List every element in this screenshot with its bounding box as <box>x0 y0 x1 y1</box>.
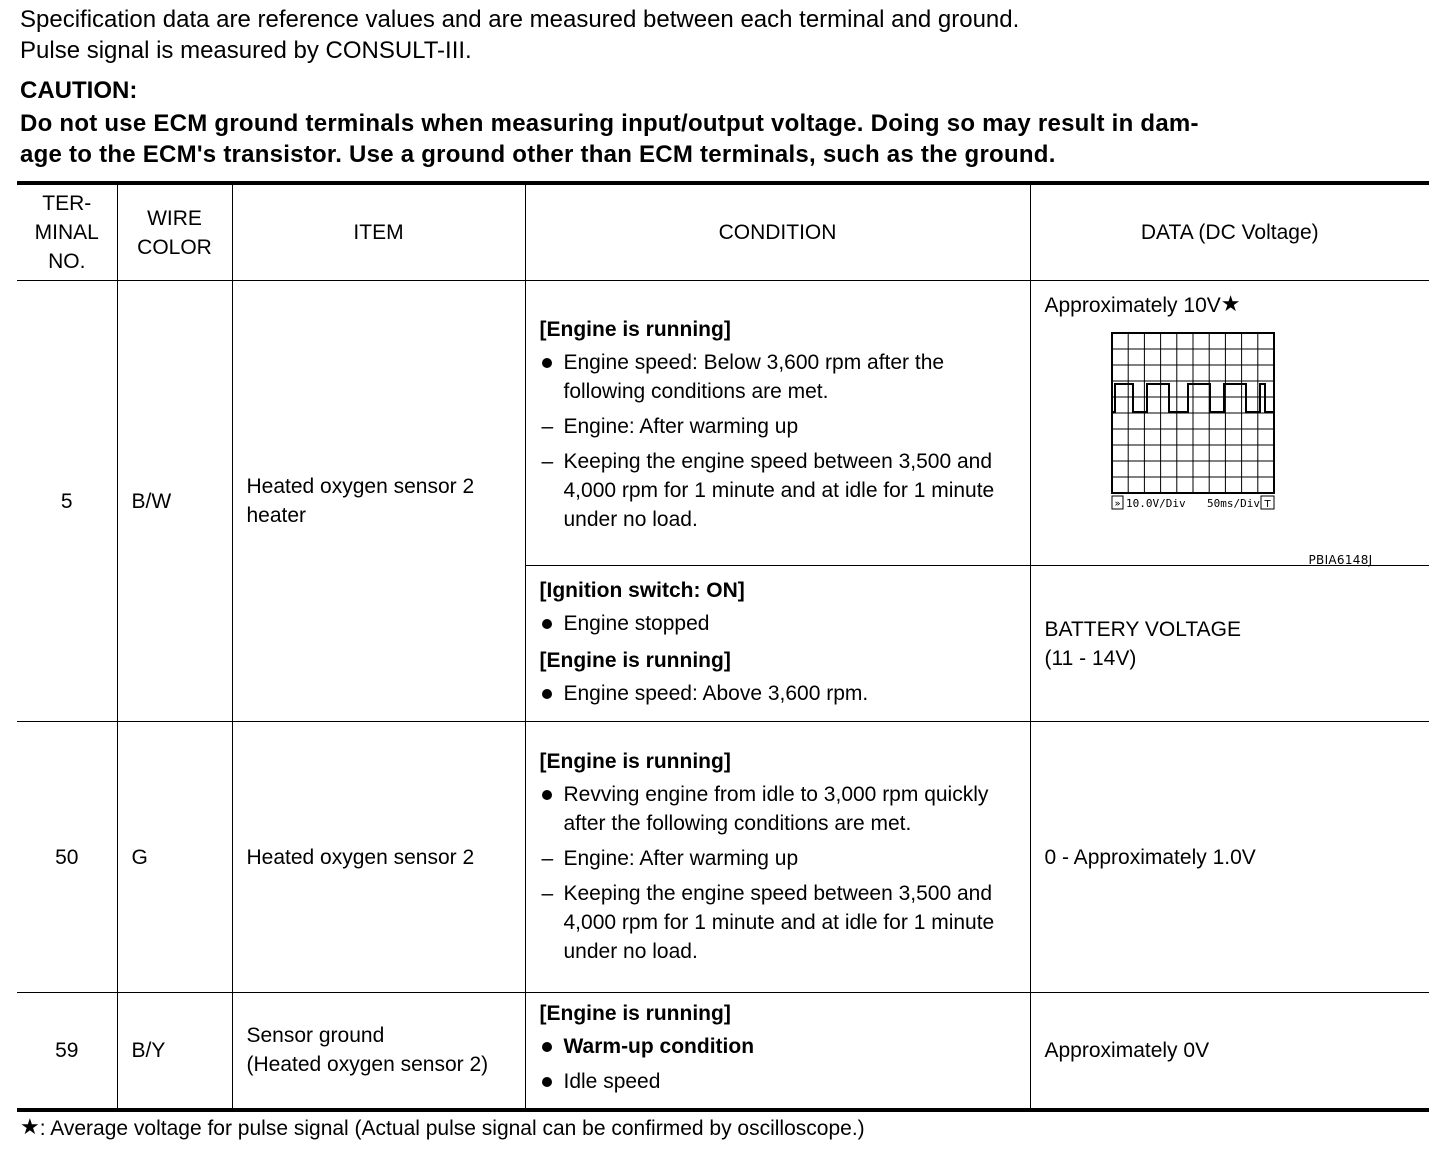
item-cell: Heated oxygen sensor 2 <box>232 722 525 993</box>
intro-line-1: Specification data are reference values and are measured between each terminal and ground. <box>20 6 1020 33</box>
condition-cell <box>525 993 1030 1110</box>
terminal-no-cell: 59 <box>17 993 117 1110</box>
condition-cell <box>525 281 1030 566</box>
list-item: Engine speed: Above 3,600 rpm. <box>540 679 1016 708</box>
condition-cell <box>525 722 1030 993</box>
bullet-icon <box>542 790 552 800</box>
wire-color-cell: B/Y <box>117 993 232 1110</box>
data-cell: BATTERY VOLTAGE (11 - 14V) <box>1030 566 1429 722</box>
scope-marker: T <box>1263 499 1271 510</box>
bullet-icon <box>542 358 552 368</box>
data-cell <box>1030 281 1429 566</box>
dash-icon: – <box>541 449 554 473</box>
condition-header: [Ignition switch: ON] <box>539 578 745 602</box>
list-item: Revving engine from idle to 3,000 rpm quickly after the following conditions are met. <box>540 780 1016 838</box>
caution-line-1: Do not use ECM ground terminals when measuring input/output voltage. Doing so may result in dam- <box>20 110 1199 137</box>
caution-line-2: age to the ECM's transistor. Use a ground other than ECM terminals, such as the ground. <box>20 141 1056 168</box>
scope-left-label: 10.0V/Div <box>1125 497 1186 510</box>
bullet-icon <box>542 1042 552 1052</box>
bullet-icon <box>542 1077 552 1087</box>
wire-color-cell: G <box>117 722 232 993</box>
scope-icon: » <box>1113 498 1121 510</box>
caution-text <box>20 108 1430 170</box>
list-item: Engine stopped <box>540 609 1016 638</box>
condition-cell <box>525 566 1030 722</box>
list-item: – Keeping the engine speed between 3,500 and 4,000 rpm for 1 minute and at idle for 1 minute under no load. <box>540 447 1016 534</box>
header-condition: CONDITION <box>525 183 1030 281</box>
list-item: – Engine: After warming up <box>540 412 1016 441</box>
bullet-icon <box>542 619 552 629</box>
terminal-no-cell: 5 <box>17 281 117 722</box>
image-code: PBIA6148J <box>1308 553 1373 567</box>
bullet-icon <box>542 689 552 699</box>
list-item: Engine speed: Below 3,600 rpm after the following conditions are met. <box>540 348 1016 406</box>
list-item: – Engine: After warming up <box>540 844 1016 873</box>
table-row <box>17 722 1429 993</box>
intro-text <box>20 4 1019 66</box>
header-terminal-no: TER- MINAL NO. <box>17 183 117 281</box>
dash-icon: – <box>541 881 554 905</box>
dash-icon: – <box>541 414 554 438</box>
terminal-spec-table <box>17 181 1429 1112</box>
footnote: ★: Average voltage for pulse signal (Actual pulse signal can be confirmed by oscilloscope.) <box>20 1114 865 1140</box>
list-item: Idle speed <box>540 1067 1016 1096</box>
item-cell: Sensor ground (Heated oxygen sensor 2) <box>232 993 525 1110</box>
dash-icon: – <box>541 846 554 870</box>
table-row <box>17 993 1429 1110</box>
table-header-row <box>17 183 1429 281</box>
item-cell: Heated oxygen sensor 2 heater <box>232 281 525 722</box>
scope-right-label: 50ms/Div <box>1206 497 1260 510</box>
data-cell: Approximately 0V <box>1030 993 1429 1110</box>
data-cell: 0 - Approximately 1.0V <box>1030 722 1429 993</box>
condition-header: [Engine is running] <box>539 749 731 773</box>
header-item: ITEM <box>232 183 525 281</box>
condition-header: [Engine is running] <box>539 317 731 341</box>
condition-header: [Engine is running] <box>539 648 731 672</box>
terminal-no-cell: 50 <box>17 722 117 993</box>
table-row <box>17 281 1429 566</box>
wire-color-cell: B/W <box>117 281 232 722</box>
oscilloscope-figure <box>1045 320 1416 565</box>
star-icon: ★ <box>1220 291 1241 316</box>
star-icon: ★ <box>20 1114 40 1139</box>
caution-heading: CAUTION: <box>20 77 138 104</box>
list-item: Warm-up condition <box>540 1032 1016 1061</box>
data-value: Approximately 10V★ <box>1044 291 1241 317</box>
header-data: DATA (DC Voltage) <box>1030 183 1429 281</box>
list-item: – Keeping the engine speed between 3,500 and 4,000 rpm for 1 minute and at idle for 1 minute under no load. <box>540 879 1016 966</box>
header-wire-color: WIRE COLOR <box>117 183 232 281</box>
intro-line-2: Pulse signal is measured by CONSULT-III. <box>20 37 472 64</box>
oscilloscope-waveform <box>1111 332 1277 514</box>
condition-header: [Engine is running] <box>539 1001 731 1025</box>
